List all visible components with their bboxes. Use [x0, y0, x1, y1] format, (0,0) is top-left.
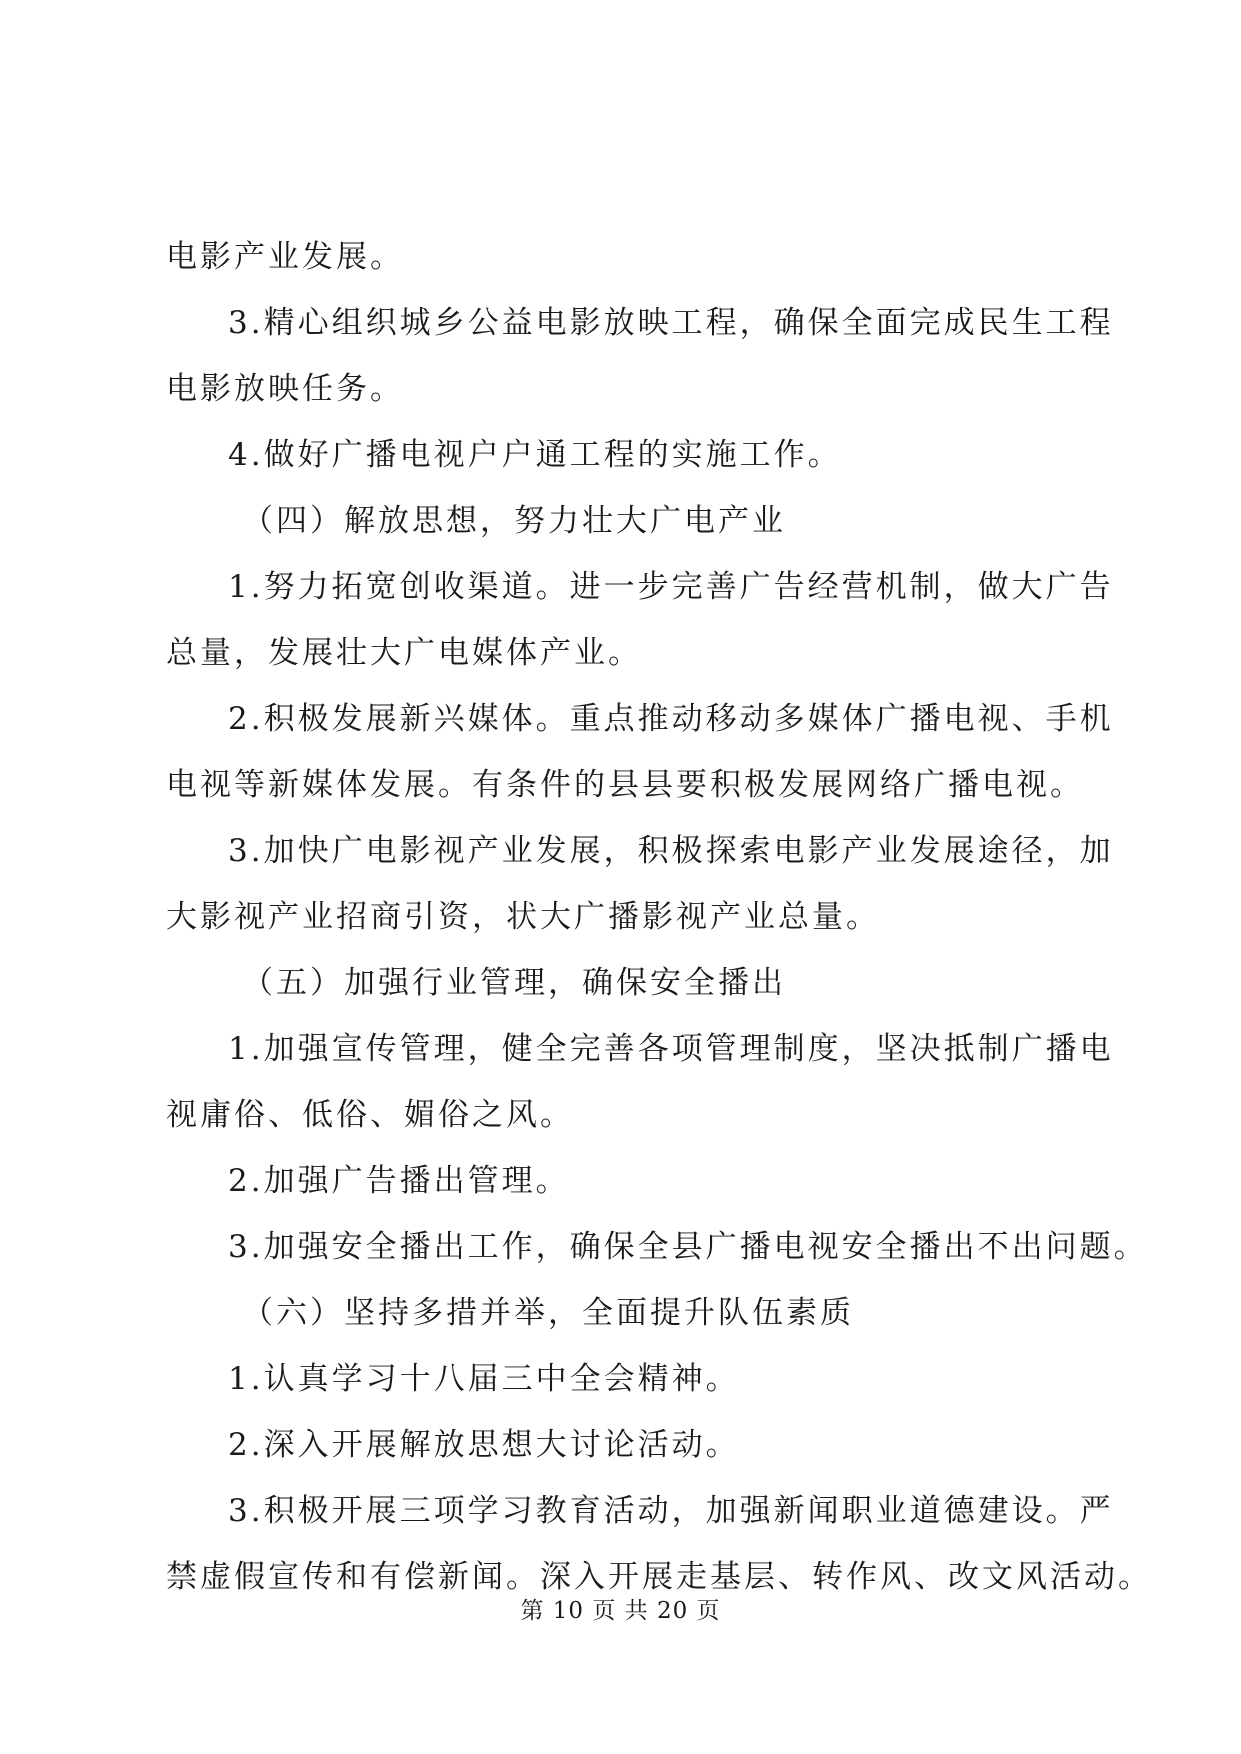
text-line-9: 电视等新媒体发展。有条件的县县要积极发展网络广播电视。	[166, 767, 1084, 803]
section-heading-6: （六）坚持多措并举，全面提升队伍素质	[242, 1295, 854, 1331]
text-line-6: 1.努力拓宽创收渠道。进一步完善广告经营机制，做大广告	[228, 569, 1114, 605]
text-line-16: 3.加强安全播出工作，确保全县广播电视安全播出不出问题。	[228, 1229, 1148, 1265]
text-line-8: 2.积极发展新兴媒体。重点推动移动多媒体广播电视、手机	[228, 701, 1114, 737]
text-line-19: 2.深入开展解放思想大讨论活动。	[228, 1427, 740, 1463]
text-line-21: 禁虚假宣传和有偿新闻。深入开展走基层、转作风、改文风活动。	[166, 1559, 1152, 1595]
text-line-14: 视庸俗、低俗、媚俗之风。	[166, 1097, 574, 1133]
text-line-2: 3.精心组织城乡公益电影放映工程，确保全面完成民生工程	[228, 305, 1114, 341]
text-line-4: 4.做好广播电视户户通工程的实施工作。	[228, 437, 842, 473]
text-line-11: 大影视产业招商引资，状大广播影视产业总量。	[166, 899, 880, 935]
document-body	[166, 224, 1152, 1610]
text-line-7: 总量，发展壮大广电媒体产业。	[166, 635, 642, 671]
text-line-15: 2.加强广告播出管理。	[228, 1163, 570, 1199]
text-line-13: 1.加强宣传管理，健全完善各项管理制度，坚决抵制广播电	[228, 1031, 1114, 1067]
text-line-20: 3.积极开展三项学习教育活动，加强新闻职业道德建设。严	[228, 1493, 1114, 1529]
section-heading-4: （四）解放思想，努力壮大广电产业	[242, 503, 786, 539]
text-line-10: 3.加快广电影视产业发展，积极探索电影产业发展途径，加	[228, 833, 1114, 869]
text-line-3: 电影放映任务。	[166, 371, 404, 407]
section-heading-5: （五）加强行业管理，确保安全播出	[242, 965, 786, 1001]
page-number-footer: 第 10 页 共 20 页	[520, 1598, 721, 1624]
text-line-1: 电影产业发展。	[166, 239, 404, 275]
text-line-18: 1.认真学习十八届三中全会精神。	[228, 1361, 740, 1397]
